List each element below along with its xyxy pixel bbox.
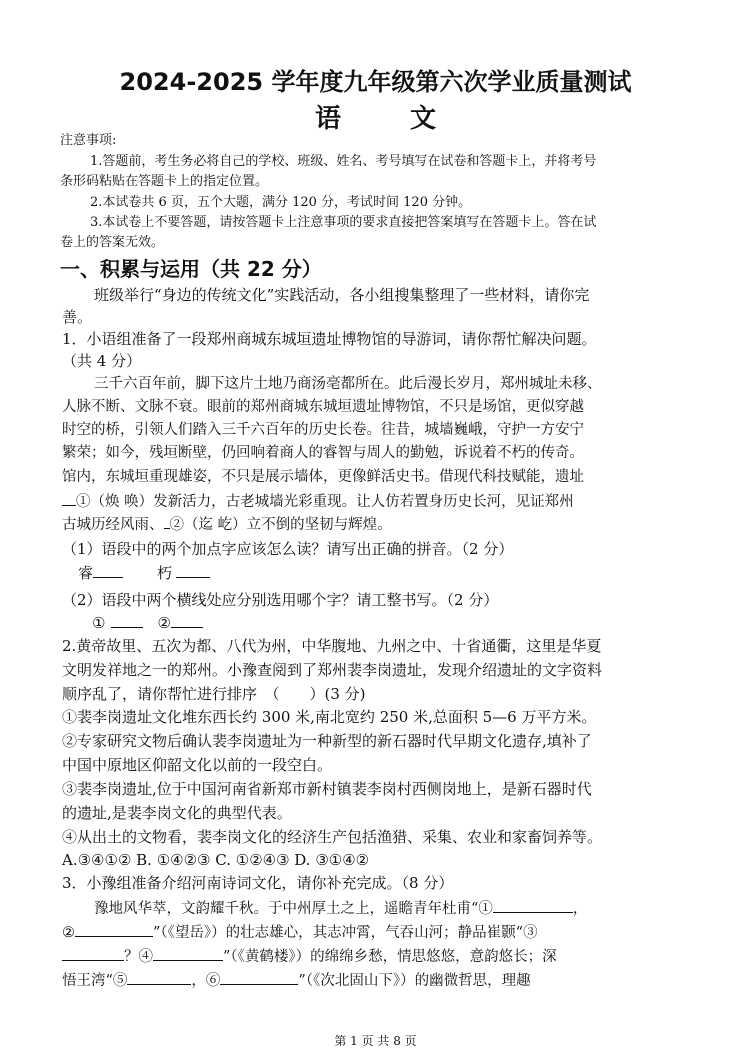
q3-passage-line bbox=[62, 946, 557, 967]
q1-answer-chars bbox=[92, 613, 203, 633]
answer-blank[interactable] bbox=[493, 898, 573, 913]
q3-passage-line bbox=[62, 922, 538, 943]
q1-stem: 1．小语组准备了一段郑州商城东城垣遗址博物馆的导游词，请你帮忙解决问题。 bbox=[62, 330, 597, 348]
blank-line bbox=[62, 491, 76, 506]
q2-option: ①裴李岗遗址文化堆东西长约 300 米,南北宽约 250 米,总面积 5—6 万平方米。 bbox=[62, 708, 597, 726]
q2-stem: 顺序乱了，请你帮忙进行排序 （ ）(3 分) bbox=[62, 685, 366, 703]
q2-option: ②专家研究文物后确认裴李岗遗址为一种新型的新石器时代早期文化遗存,填补了 bbox=[62, 732, 592, 750]
q2-choices: A.③④①② B. ①④②③ C. ①②④③ D. ③①④② bbox=[62, 851, 370, 869]
q1-passage-text: ①（焕 唤）发新活力，古老城墙光彩重现。让人仿若置身历史长河，见证郑州 bbox=[76, 494, 574, 510]
answer-blank[interactable] bbox=[75, 922, 153, 937]
q2-option: 中国中原地区仰韶文化以前的一段空白。 bbox=[62, 756, 333, 774]
page-footer: 第 1 页 共 8 页 bbox=[334, 1034, 417, 1048]
q3-passage-text: ， bbox=[572, 901, 588, 917]
notice-heading: 注意事项: bbox=[60, 133, 117, 148]
q3-passage-text: ② bbox=[62, 925, 75, 941]
answer-blank[interactable] bbox=[93, 563, 123, 578]
notice-item-2: 2.本试卷共 6 页，五个大题，满分 120 分，考试时间 120 分钟。 bbox=[90, 195, 472, 210]
q3-passage-text: ”（《黄鹤楼》）的绵绵乡愁，情思悠悠，意韵悠长；深 bbox=[223, 949, 557, 965]
answer-blank[interactable] bbox=[171, 613, 203, 628]
q3-passage-text: ”（《次北固山下》）的幽微哲思，理趣 bbox=[298, 973, 531, 989]
q3-passage-text: ”（《望岳》）的壮志雄心，其志冲霄，气吞山河；静品崔颢“③ bbox=[153, 925, 538, 941]
answer-blank[interactable] bbox=[127, 970, 191, 985]
section-1-title: 一、积累与运用（共 22 分） bbox=[60, 257, 322, 281]
dotted-char: 朽 bbox=[157, 564, 173, 582]
answer-label: ① bbox=[92, 614, 106, 632]
q1-passage-line: 馆内，东城垣重现雄姿，不只是展示墙体，更像鲜活史书。借现代科技赋能，遗址 bbox=[62, 469, 584, 485]
answer-blank[interactable] bbox=[62, 946, 124, 961]
q3-passage-line bbox=[62, 970, 531, 991]
q2-option: 的遗址,是裴李岗文化的典型代表。 bbox=[62, 804, 292, 822]
q1-passage-line: 繁荣；如今，残垣断壁，仍回响着商人的睿智与周人的勤勉，诉说着不朽的传奇。 bbox=[62, 445, 584, 461]
notice-item-3-cont: 卷上的答案无效。 bbox=[60, 235, 165, 250]
q1-answer-pinyin bbox=[78, 563, 210, 583]
q1-passage-line: 人脉不断、文脉不衰。眼前的郑州商城东城垣遗址博物馆，不只是场馆，更似穿越 bbox=[62, 399, 584, 415]
q2-option: ③裴李岗遗址,位于中国河南省新郑市新村镇裴李岗村西侧岗地上，是新石器时代 bbox=[62, 780, 592, 798]
q2-stem: 2.黄帝故里、五次为都、八代为州，中华腹地、九州之中、十省通衢，这里是华夏 bbox=[62, 637, 602, 655]
q3-passage-text: ？④ bbox=[124, 949, 153, 965]
q1-sub-question-1: （1）语段中的两个加点字应该怎么读？请写出正确的拼音。（2 分） bbox=[62, 540, 514, 558]
answer-blank[interactable] bbox=[176, 563, 210, 578]
q1-passage-text: 古城历经风雨、 bbox=[62, 517, 164, 533]
q1-score: （共 4 分） bbox=[62, 352, 142, 370]
notice-item-1-cont: 条形码粘贴在答题卡上的指定位置。 bbox=[60, 174, 269, 189]
q3-stem: 3．小豫组准备介绍河南诗词文化，请你补充完成。（8 分） bbox=[62, 874, 454, 892]
q2-stem: 文明发祥地之一的郑州。小豫查阅到了郑州裴李岗遗址，发现介绍遗址的文字资料 bbox=[62, 661, 603, 679]
notice-item-1: 1.答题前，考生务必将自己的学校、班级、姓名、考号填写在试卷和答题卡上，并将考号 bbox=[90, 154, 597, 169]
answer-label: ② bbox=[157, 614, 171, 632]
section-1-intro: 班级举行“身边的传统文化”实践活动，各小组搜集整理了一些材料，请你完 bbox=[94, 286, 590, 304]
answer-blank[interactable] bbox=[220, 970, 298, 985]
q3-passage-line bbox=[94, 898, 587, 919]
answer-blank[interactable] bbox=[153, 946, 223, 961]
subject-title: 语 文 bbox=[314, 104, 467, 134]
q1-passage-line: 时空的桥，引领人们踏入三千六百年的历史长卷。往昔，城墙巍峨，守护一方安宁 bbox=[62, 422, 584, 438]
q1-passage-line bbox=[62, 514, 392, 535]
q3-passage-text: 豫地风华萃，文韵耀千秋。于中州厚土之上，遥瞻青年杜甫“① bbox=[94, 901, 493, 917]
q3-passage-text: 悟王湾“⑤ bbox=[62, 973, 128, 989]
q3-passage-text: ，⑥ bbox=[191, 973, 221, 989]
q1-sub-question-2: （2）语段中两个横线处应分别选用哪个字？请工整书写。（2 分） bbox=[62, 591, 499, 609]
q1-passage-line: 三千六百年前，脚下这片土地乃商汤亳都所在。此后漫长岁月，郑州城址未移、 bbox=[94, 376, 602, 392]
section-1-intro-cont: 善。 bbox=[62, 308, 93, 326]
answer-blank[interactable] bbox=[111, 613, 143, 628]
q2-option: ④从出土的文物看，裴李岗文化的经济生产包括渔猎、采集、农业和家畜饲养等。 bbox=[62, 828, 603, 846]
notice-item-3: 3.本试卷上不要答题，请按答题卡上注意事项的要求直接把答案填写在答题卡上。答在试 bbox=[90, 215, 597, 230]
dotted-char: 睿 bbox=[78, 564, 94, 582]
q1-passage-line bbox=[62, 491, 574, 512]
exam-title: 2024-2025 学年度九年级第六次学业质量测试 bbox=[119, 68, 632, 96]
q1-passage-text: ②（迄 屹）立不倒的坚韧与辉煌。 bbox=[169, 517, 392, 533]
